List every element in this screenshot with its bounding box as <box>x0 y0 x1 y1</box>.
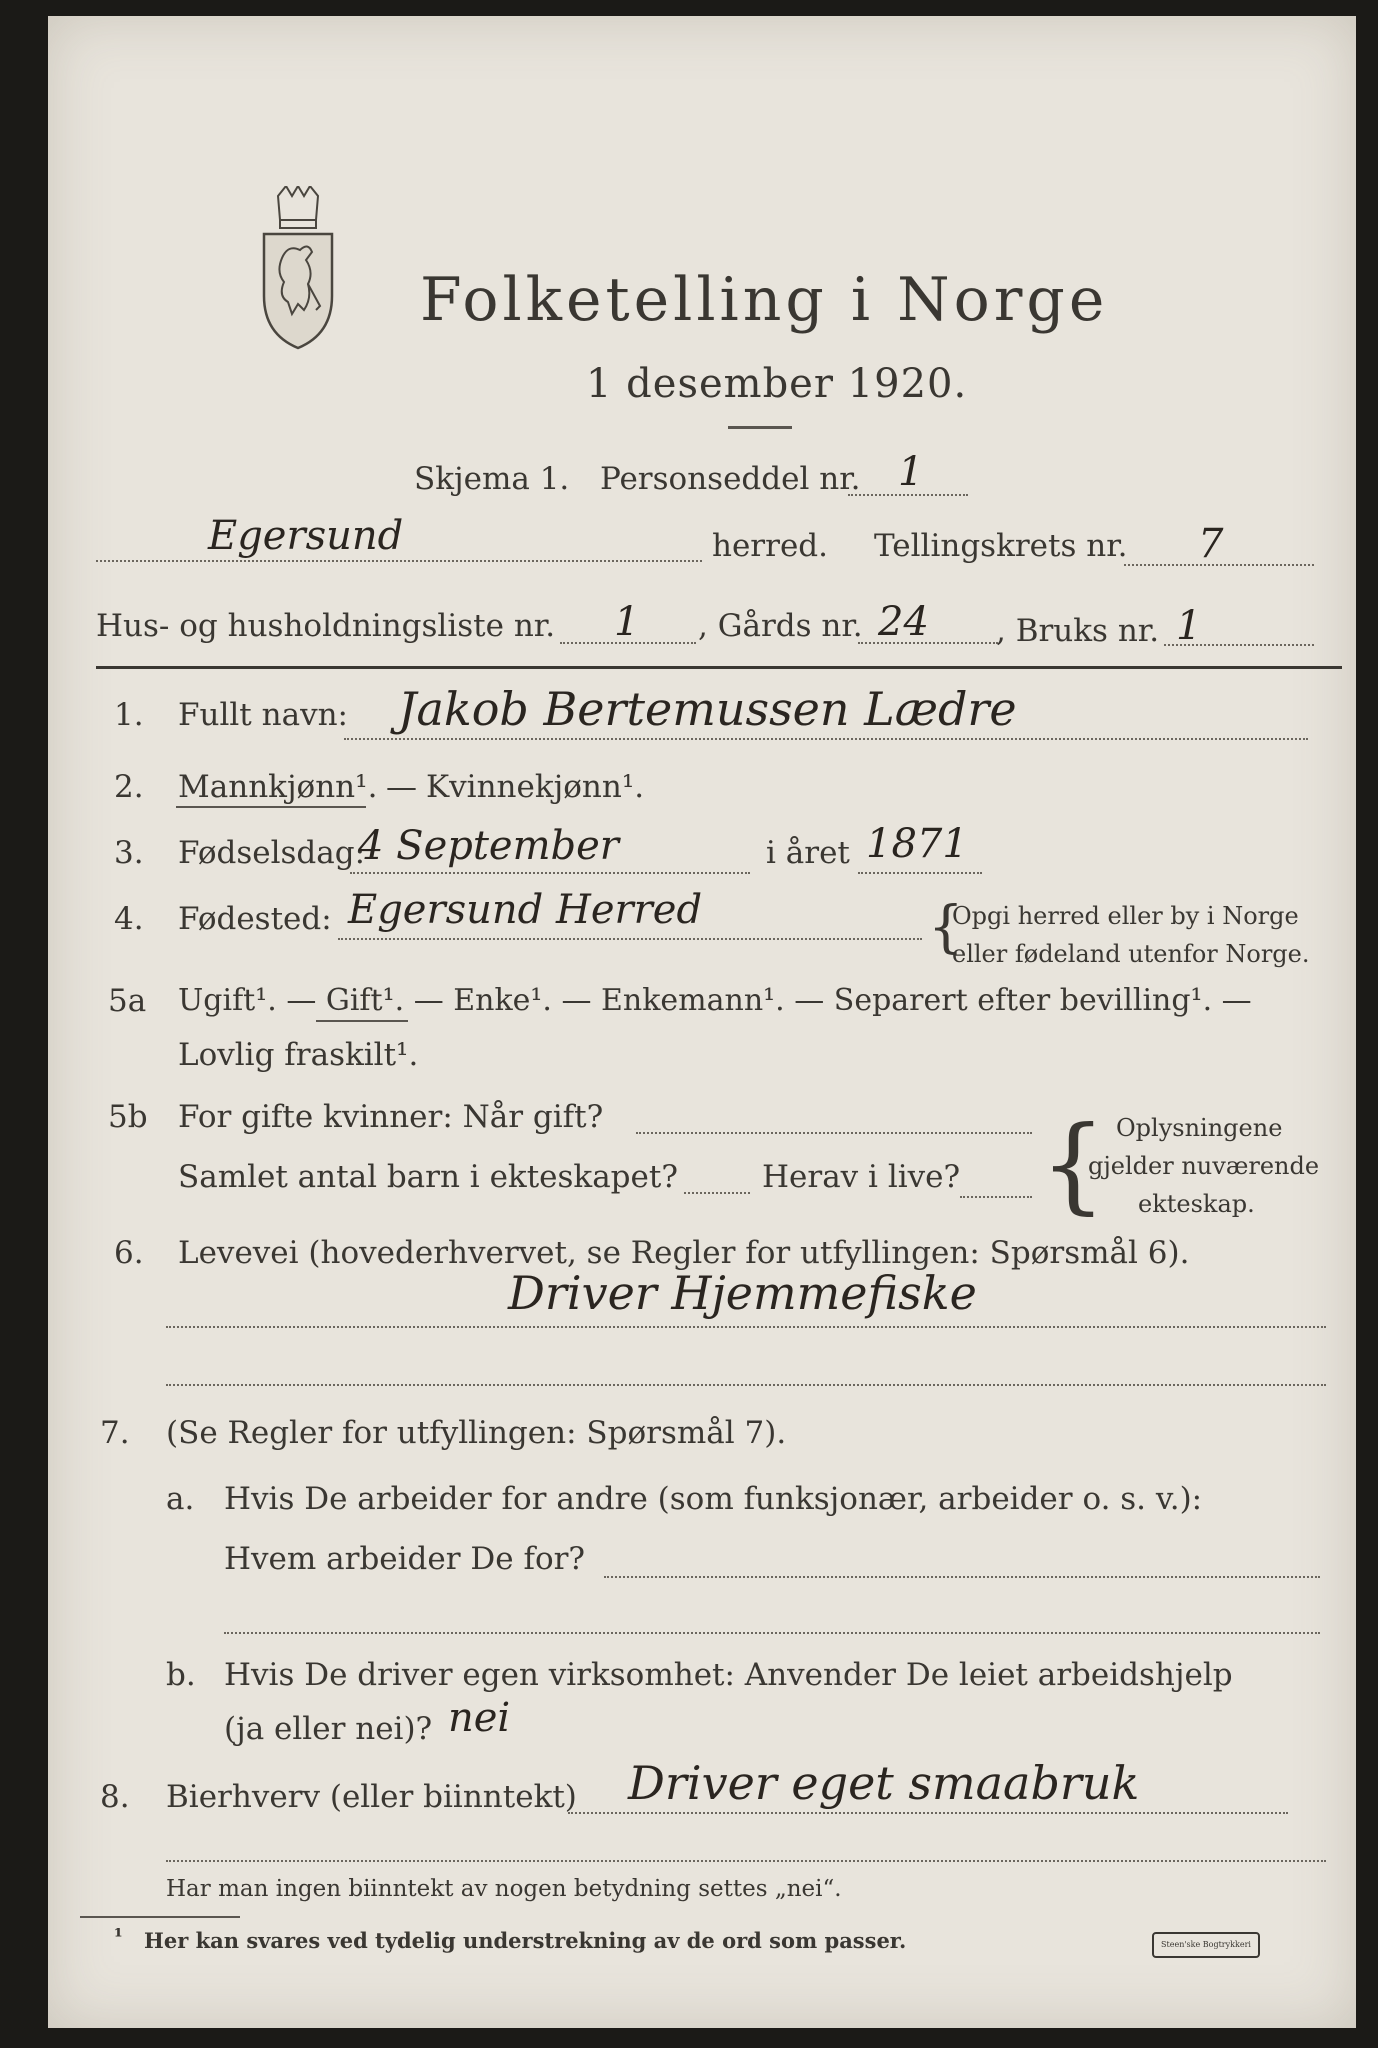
footnote-text: Her kan svares ved tydelig understrekning av de ord som passer. <box>144 1928 907 1953</box>
bierhverv-field[interactable] <box>568 1812 1288 1814</box>
fodested-value: Egersund Herred <box>348 887 703 933</box>
q7b-line1: Hvis De driver egen virksomhet: Anvender De leiet arbeidshjelp <box>224 1657 1233 1693</box>
q7b-letter: b. <box>166 1657 196 1693</box>
census-form-page <box>48 16 1356 2028</box>
q5b-brace: { <box>1040 1103 1107 1225</box>
arbeider-for-field-2[interactable] <box>224 1632 1320 1634</box>
fodested-field[interactable] <box>338 938 922 940</box>
q4-number: 4. <box>114 901 144 937</box>
fullt-navn-field[interactable] <box>344 738 1308 740</box>
q1-number: 1. <box>114 697 144 733</box>
q5b-note-line1: Oplysningene <box>1116 1114 1283 1142</box>
herred-value: Egersund <box>208 513 404 559</box>
q7-number: 7. <box>100 1415 130 1451</box>
levevei-field-1[interactable] <box>166 1326 1326 1328</box>
coat-of-arms-icon <box>258 186 338 351</box>
gift-underline <box>316 1020 408 1022</box>
tellingskrets-value: 7 <box>1198 521 1224 567</box>
herav-live-field[interactable] <box>960 1196 1032 1198</box>
biinntekt-note: Har man ingen biinntekt av nogen betydning settes „nei“. <box>166 1876 842 1902</box>
bierhverv-field-2[interactable] <box>166 1860 1326 1862</box>
q5a-number: 5a <box>108 983 147 1019</box>
q7a-letter: a. <box>166 1481 195 1517</box>
header-rule <box>96 666 1342 669</box>
q5b-number: 5b <box>108 1099 148 1135</box>
civil-status-fraskilt[interactable]: Lovlig fraskilt¹. <box>178 1037 419 1073</box>
q3-label: Fødselsdag: <box>178 835 366 871</box>
personseddel-value: 1 <box>898 449 924 495</box>
year-value: 1871 <box>866 821 968 867</box>
fodselsdag-value: 4 September <box>358 823 619 869</box>
q7a-line2: Hvem arbeider De for? <box>224 1541 586 1577</box>
q1-label: Fullt navn: <box>178 697 348 733</box>
q6-label: Levevei (hovederhvervet, se Regler for utfyllingen: Spørsmål 6). <box>178 1235 1190 1271</box>
levevei-field-2[interactable] <box>166 1384 1326 1386</box>
q8-number: 8. <box>100 1779 130 1815</box>
footnote-rule <box>80 1916 240 1918</box>
male-underline <box>176 806 366 808</box>
gards-label: , Gårds nr. <box>698 608 863 644</box>
bruks-label: , Bruks nr. <box>996 613 1160 649</box>
form-title: Folketelling i Norge <box>420 265 1109 335</box>
q4-note-line1: Opgi herred eller by i Norge <box>952 902 1299 930</box>
q7b-line2: (ja eller nei)? <box>224 1711 433 1747</box>
tellingskrets-label: Tellingskrets nr. <box>874 528 1128 564</box>
gender-male-option[interactable]: Mannkjønn¹. <box>178 769 378 805</box>
bierhverv-value: Driver eget smaabruk <box>628 1756 1140 1810</box>
year-label: i året <box>766 835 850 871</box>
year-field[interactable] <box>858 872 982 874</box>
naar-gift-field[interactable] <box>636 1132 1032 1134</box>
q4-brace: { <box>928 895 964 960</box>
q3-number: 3. <box>114 835 144 871</box>
q7a-line1: Hvis De arbeider for andre (som funksjonær, arbeider o. s. v.): <box>224 1481 1203 1517</box>
q2-number: 2. <box>114 769 144 805</box>
antal-barn-field[interactable] <box>684 1192 750 1194</box>
fullt-navn-value: Jakob Bertemussen Lædre <box>398 682 1017 736</box>
leiet-arbeidshjelp-value: nei <box>448 1695 511 1741</box>
levevei-value: Driver Hjemmefiske <box>508 1266 977 1320</box>
fodselsdag-field[interactable] <box>350 872 750 874</box>
footnote-mark: ¹ <box>114 1924 123 1948</box>
husliste-label: Hus- og husholdningsliste nr. <box>96 608 556 644</box>
civil-status-options[interactable]: Ugift¹. — Gift¹. — Enke¹. — Enkemann¹. — Separert efter bevilling¹. — <box>178 983 1252 1018</box>
gards-value: 24 <box>878 599 929 645</box>
q8-label: Bierhverv (eller biinntekt) <box>166 1779 577 1815</box>
printer-stamp-text: Steen'ske Bogtrykkeri <box>1161 1940 1251 1949</box>
q4-note-line2: eller fødeland utenfor Norge. <box>952 940 1310 968</box>
q6-number: 6. <box>114 1235 144 1271</box>
q4-label: Fødested: <box>178 901 332 937</box>
q5b-note-line3: ekteskap. <box>1138 1190 1255 1218</box>
census-date: 1 desember 1920. <box>586 361 968 407</box>
q5b-line2: Samlet antal barn i ekteskapet? <box>178 1159 678 1195</box>
title-divider <box>728 426 792 429</box>
q5b-line1: For gifte kvinner: Når gift? <box>178 1099 604 1135</box>
q5b-note-line2: gjelder nuværende <box>1088 1152 1320 1180</box>
personseddel-label: Personseddel nr. <box>600 461 861 497</box>
skjema-label: Skjema 1. <box>414 461 570 497</box>
gender-female-option[interactable]: Kvinnekjønn¹. <box>426 769 645 805</box>
herav-live-label: Herav i live? <box>762 1159 961 1195</box>
printer-stamp <box>1152 1932 1260 1958</box>
husliste-value: 1 <box>614 599 640 645</box>
gender-separator: — <box>386 769 417 805</box>
q7-label: (Se Regler for utfyllingen: Spørsmål 7). <box>166 1415 787 1451</box>
bruks-value: 1 <box>1176 603 1202 649</box>
herred-label: herred. <box>712 528 828 564</box>
arbeider-for-field-1[interactable] <box>604 1576 1320 1578</box>
herred-field[interactable] <box>96 560 702 562</box>
